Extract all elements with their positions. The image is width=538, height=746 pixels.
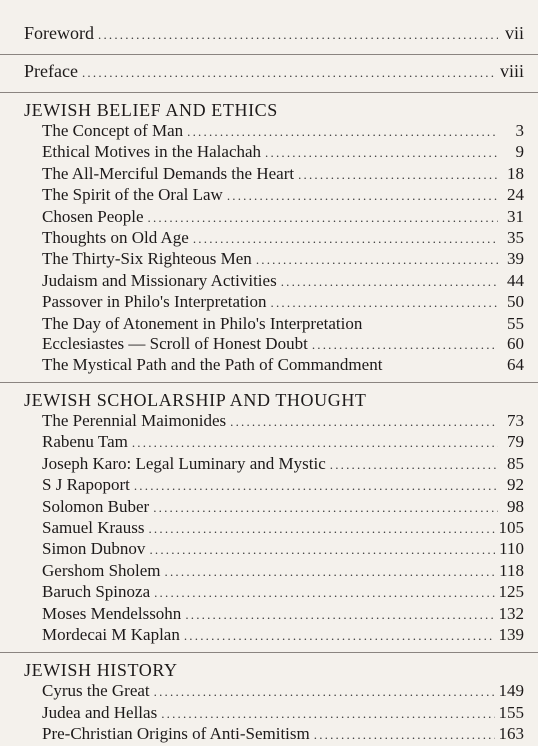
toc-entry <box>24 164 524 185</box>
entry-title: The Mystical Path and the Path of Commandment <box>42 355 383 375</box>
entry-title: Mordecai M Kaplan <box>42 624 180 644</box>
entry-page: 163 <box>498 724 524 744</box>
dot-leader <box>281 272 498 292</box>
toc-entry <box>24 561 524 582</box>
entry-page: 139 <box>498 624 524 644</box>
toc-sections <box>24 99 524 746</box>
dot-leader <box>230 412 498 432</box>
toc-entry <box>24 121 524 142</box>
dot-leader <box>314 725 495 745</box>
entry-title: S J Rapoport <box>42 475 130 495</box>
toc-entry <box>24 604 524 625</box>
table-of-contents <box>24 20 524 746</box>
entry-page: 64 <box>507 355 524 375</box>
dot-leader <box>98 22 498 48</box>
entry-page: 85 <box>507 453 524 473</box>
dot-leader <box>165 562 496 582</box>
dot-leader <box>149 540 495 560</box>
toc-entry <box>24 497 524 518</box>
toc-entry <box>24 411 524 432</box>
entry-title: Simon Dubnov <box>42 539 146 559</box>
entry-page: 50 <box>507 292 524 312</box>
section-heading: JEWISH HISTORY <box>24 660 178 681</box>
divider <box>0 54 538 55</box>
entry-title: The Thirty-Six Righteous Men <box>42 249 252 269</box>
dot-leader <box>161 704 494 724</box>
toc-entry <box>24 292 524 313</box>
entry-title: The Concept of Man <box>42 121 184 140</box>
entry-title: Pre-Christian Origins of Anti-Semitism <box>42 724 310 744</box>
toc-entry <box>24 625 524 646</box>
entry-page: viii <box>499 61 524 81</box>
entry-page: 132 <box>498 603 524 623</box>
dot-leader <box>330 455 498 475</box>
entry-page: vii <box>504 23 524 43</box>
entry-page: 98 <box>507 496 524 516</box>
entry-page: 92 <box>507 475 524 495</box>
entry-title: Judea and Hellas <box>42 702 158 722</box>
entry-title: Solomon Buber <box>42 496 150 516</box>
divider <box>0 652 538 653</box>
entry-page: 73 <box>507 410 524 430</box>
entry-page: 60 <box>507 334 524 354</box>
entry-page: 39 <box>507 249 524 269</box>
toc-entry <box>24 582 524 603</box>
toc-entry <box>24 454 524 475</box>
entry-page: 3 <box>515 121 524 140</box>
toc-entry <box>24 334 524 355</box>
entry-title: Ethical Motives in the Halachah <box>42 142 262 162</box>
entry-title: Gershom Sholem <box>42 560 161 580</box>
entry-title: Baruch Spinoza <box>42 582 151 602</box>
dot-leader <box>256 250 498 270</box>
entry-title: The Day of Atonement in Philo's Interpretation <box>42 313 363 333</box>
toc-entry <box>24 207 524 228</box>
dot-leader <box>153 498 498 518</box>
toc-entry-preface <box>24 58 524 86</box>
entry-title: Cyrus the Great <box>42 681 150 701</box>
toc-entry <box>24 475 524 496</box>
entry-page: 55 <box>507 313 524 333</box>
dot-leader <box>227 186 498 206</box>
toc-entry <box>24 271 524 292</box>
entry-page: 105 <box>498 517 524 537</box>
entry-page: 125 <box>498 582 524 602</box>
entry-title: The Perennial Maimonides <box>42 410 227 430</box>
entry-page: 18 <box>507 163 524 183</box>
entry-title: Ecclesiastes — Scroll of Honest Doubt <box>42 334 308 354</box>
entry-title: Judaism and Missionary Activities <box>42 270 277 290</box>
dot-leader <box>132 433 498 453</box>
toc-entry <box>24 518 524 539</box>
entry-title: Joseph Karo: Legal Luminary and Mystic <box>42 453 326 473</box>
section-heading: JEWISH SCHOLARSHIP AND THOUGHT <box>24 389 367 410</box>
dot-leader <box>298 165 498 185</box>
entry-title: Foreword <box>24 23 94 43</box>
toc-entry <box>24 432 524 453</box>
dot-leader <box>148 519 494 539</box>
entry-page: 35 <box>507 228 524 248</box>
entry-title: Samuel Krauss <box>42 517 145 537</box>
toc-entry <box>24 703 524 724</box>
entry-page: 155 <box>498 702 524 722</box>
toc-entry <box>24 185 524 206</box>
entry-page: 31 <box>507 206 524 226</box>
entry-page: 79 <box>507 432 524 452</box>
toc-entry <box>24 228 524 249</box>
toc-entry <box>24 142 524 163</box>
toc-entry <box>24 539 524 560</box>
toc-entry-foreword <box>24 20 524 48</box>
dot-leader <box>82 60 496 86</box>
entry-page: 118 <box>499 560 524 580</box>
dot-leader <box>187 122 498 142</box>
dot-leader <box>184 626 495 646</box>
toc-entry <box>24 355 524 375</box>
dot-leader <box>271 293 498 313</box>
entry-page: 149 <box>498 681 524 701</box>
entry-title: Rabenu Tam <box>42 432 128 452</box>
toc-entry <box>24 314 524 334</box>
entry-title: Passover in Philo's Interpretation <box>42 292 267 312</box>
entry-page: 110 <box>499 539 524 559</box>
dot-leader <box>148 208 498 228</box>
dot-leader <box>134 476 498 496</box>
divider <box>0 382 538 383</box>
section-heading: JEWISH BELIEF AND ETHICS <box>24 100 278 120</box>
dot-leader <box>185 605 494 625</box>
entry-title: Thoughts on Old Age <box>42 228 189 248</box>
entry-title: Moses Mendelssohn <box>42 603 182 623</box>
entry-page: 44 <box>507 270 524 290</box>
toc-entry <box>24 249 524 270</box>
divider <box>0 92 538 93</box>
entry-page: 24 <box>507 185 524 205</box>
entry-title: The All-Merciful Demands the Heart <box>42 163 295 183</box>
dot-leader <box>265 143 498 163</box>
dot-leader <box>154 583 494 603</box>
entry-title: Chosen People <box>42 206 144 226</box>
toc-entry <box>24 724 524 745</box>
entry-title: Preface <box>24 61 78 81</box>
entry-page: 9 <box>515 142 524 162</box>
dot-leader <box>312 335 498 355</box>
dot-leader <box>193 229 498 249</box>
entry-title: The Spirit of the Oral Law <box>42 185 223 205</box>
